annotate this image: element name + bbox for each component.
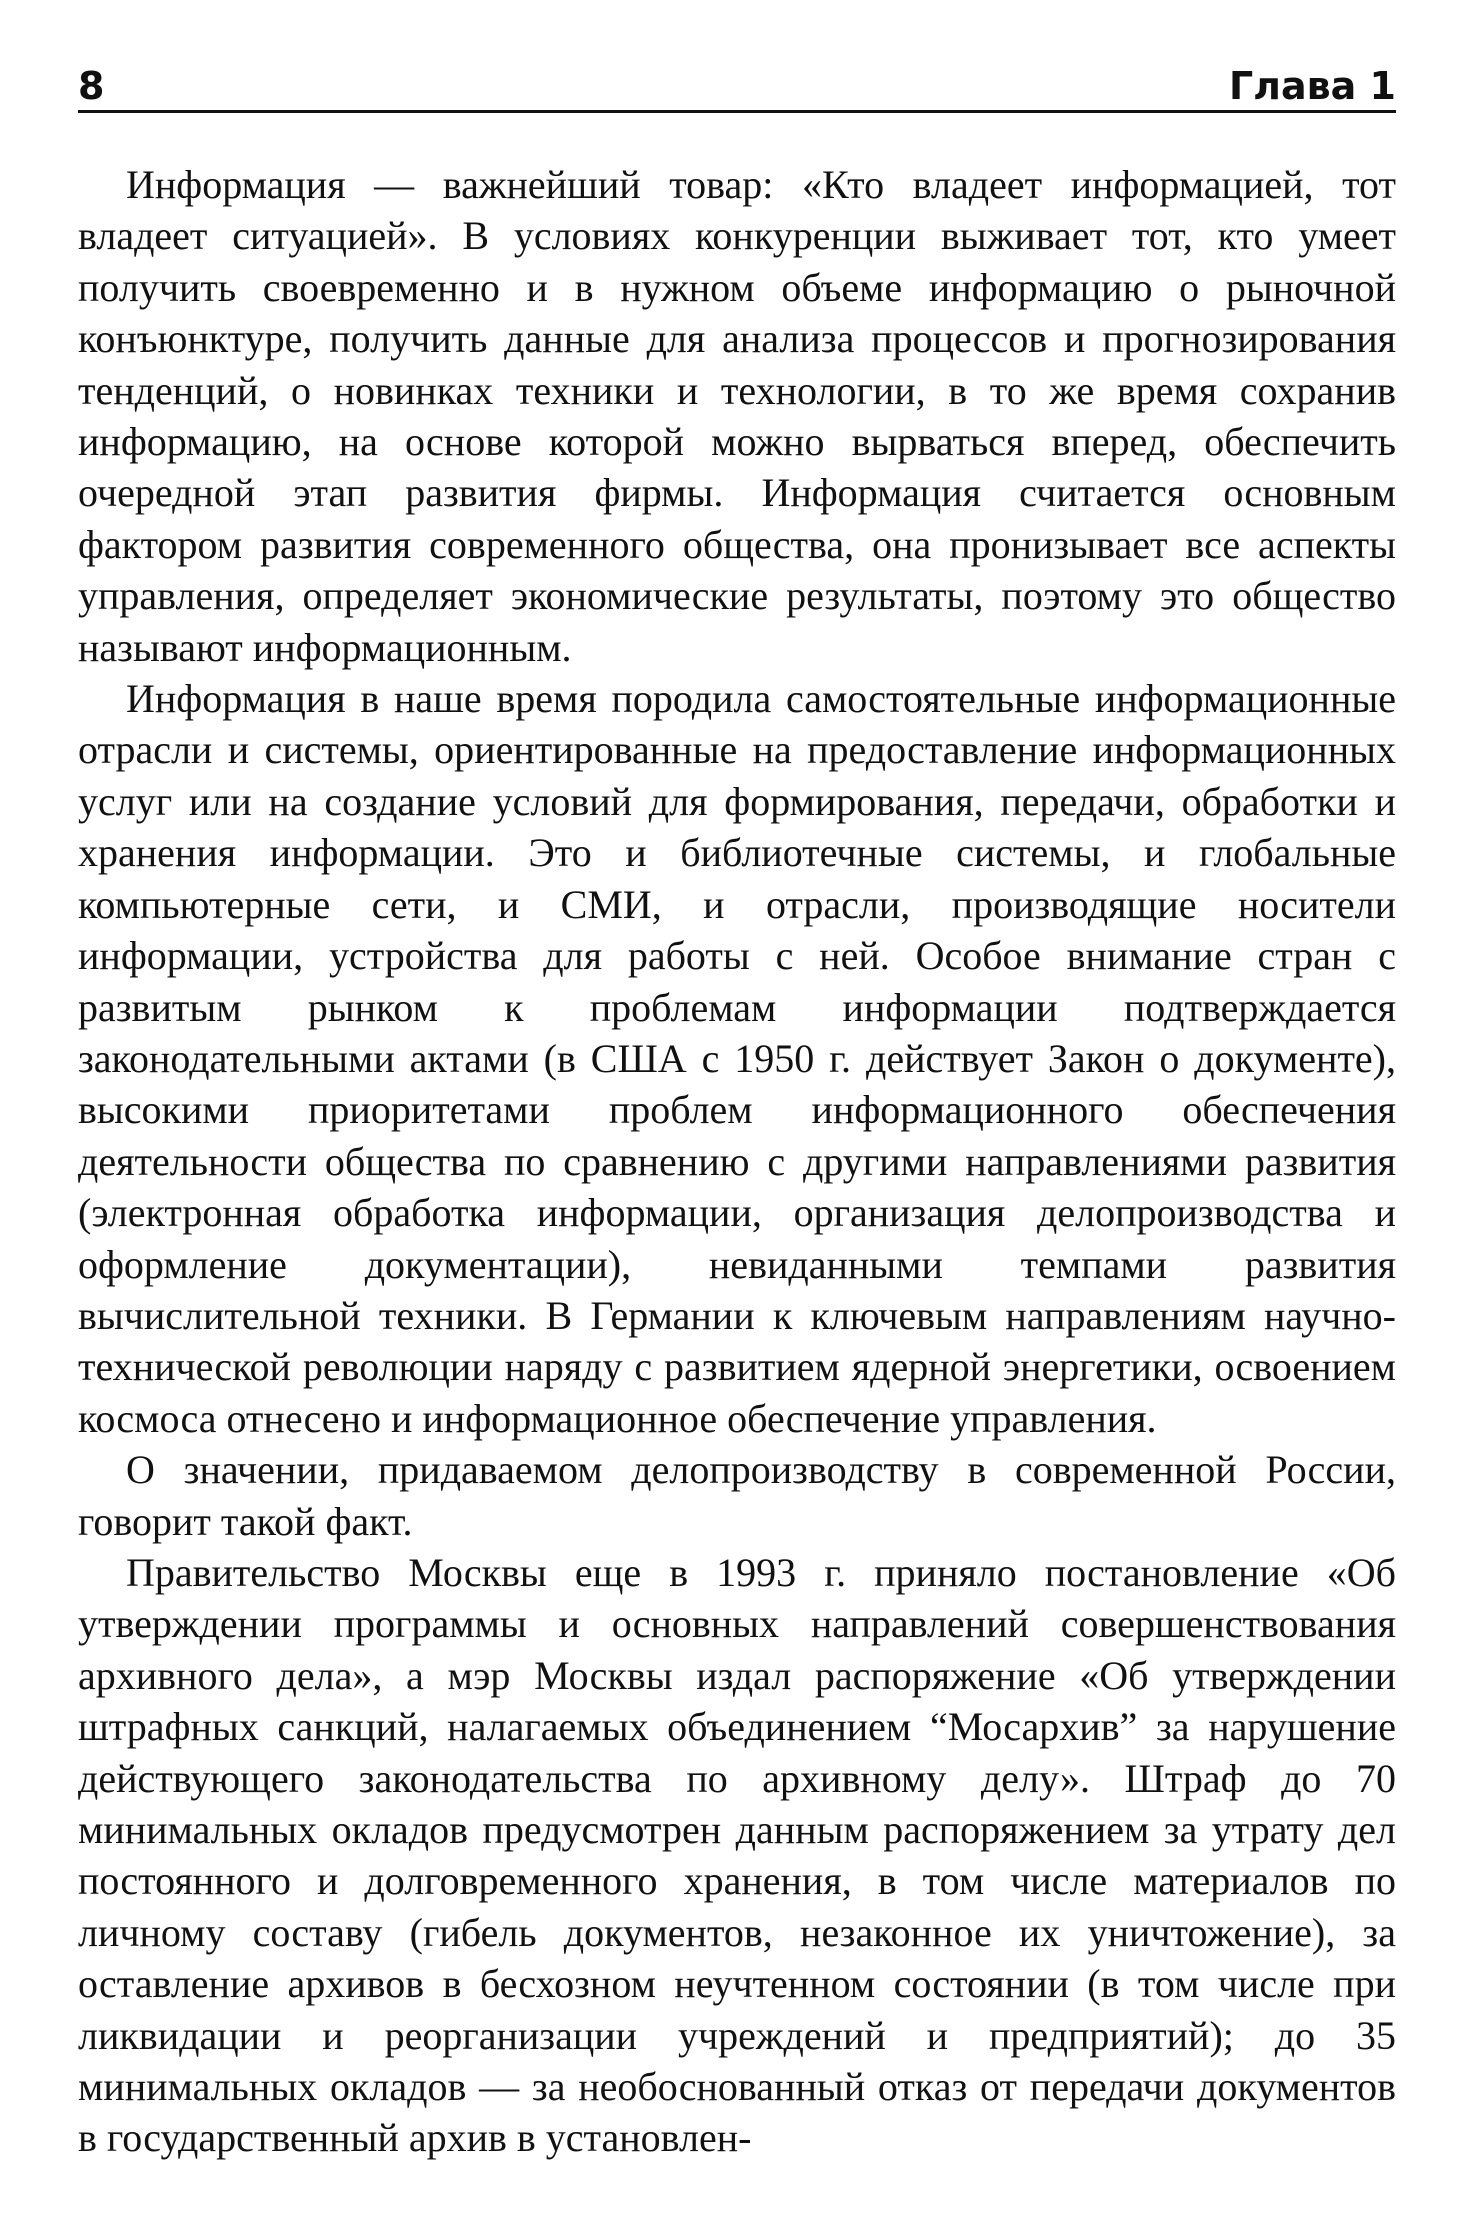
- paragraph: Информация — важнейший товар: «Кто владеет информацией, тот владеет ситуацией». В условиях конкуренции выживает тот, кто умеет получить своевременно и в нужном объеме информацию о рыночной конъюнктуре, получить данные для анализа процессов и прогнозирования тенденций, о новинках техники и технологии, в то же время сохранив информацию, на основе которой можно вырваться вперед, обеспечить очередной этап развития фирмы. Информация считается основным фактором развития современного общества, она пронизывает все аспекты управления, определяет экономические результаты, поэтому это общество называют информационным.: [78, 162, 1396, 670]
- paragraph: О значении, придаваемом делопроизводству в современной России, говорит такой факт.: [78, 1447, 1396, 1544]
- chapter-title: Глава 1: [1228, 64, 1396, 108]
- body-text: [78, 159, 1396, 2164]
- book-page: [78, 48, 1396, 2198]
- page-number: 8: [78, 64, 105, 108]
- paragraph: Информация в наше время породила самостоятельные информационные отрасли и системы, ориентированные на предоставление информационных услуг или на создание условий для формирования, передачи, обработки и хранения информации. Это и библиотечные системы, и глобальные компьютерные сети, и СМИ, и отрасли, производящие носители информации, устройства для работы с ней. Особое внимание стран с развитым рынком к проблемам информации подтверждается законодательными актами (в США с 1950 г. действует Закон о документе), высокими приоритетами проблем информационного обеспечения деятельности общества по сравнению с другими направлениями развития (электронная обработка информации, организация делопроизводства и оформление документации), невиданными темпами развития вычислительной техники. В Германии к ключевым направлениям научно-технической революции наряду с развитием ядерной энергетики, освоением космоса отнесено и информационное обеспечение управления.: [78, 676, 1396, 1441]
- paragraph: Правительство Москвы еще в 1993 г. приняло постановление «Об утверждении программы и основных направлений совершенствования архивного дела», а мэр Москвы издал распоряжение «Об утверждении штрафных санкций, налагаемых объединением “Мосархив” за нарушение действующего законодательства по архивному делу». Штраф до 70 минимальных окладов предусмотрен данным распоряжением за утрату дел постоянного и долговременного хранения, в том числе материалов по личному составу (гибель документов, незаконное их уничтожение), за оставление архивов в бесхозном неучтенном состоянии (в том числе при ликвидации и реорганизации учреждений и предприятий); до 35 минимальных окладов — за необоснованный отказ от передачи документов в государственный архив в установлен-: [78, 1549, 1396, 2161]
- running-header: [78, 48, 1396, 113]
